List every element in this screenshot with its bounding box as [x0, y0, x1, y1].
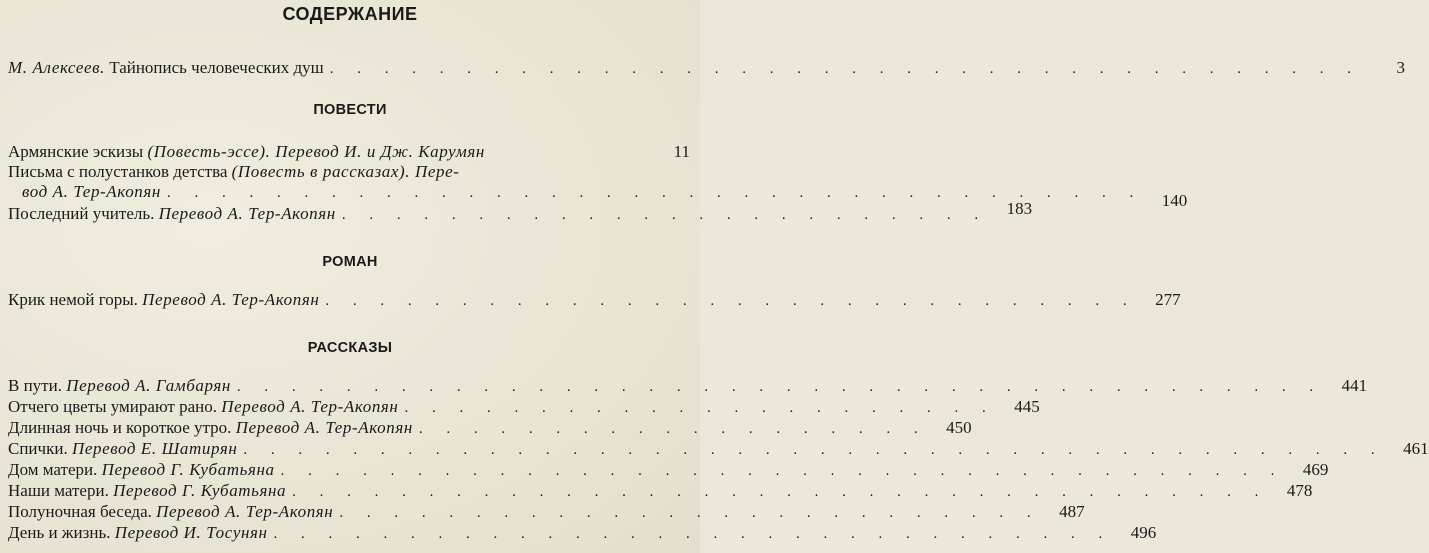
- dot-leader: . . . . . . . . . . . . . . . . . . . . . . . . . . . . . . . . . . . . .: [280, 463, 1285, 479]
- toc-entry-page: 183: [1006, 199, 1033, 218]
- toc-entry-page: 487: [1059, 502, 1085, 521]
- toc-entry-page: 445: [1014, 397, 1040, 416]
- toc-entry-title: Полуночная беседа.: [8, 502, 152, 521]
- toc-entry[interactable]: [8, 439, 1429, 459]
- toc-entry-translation: Перевод И. Тосунян: [114, 523, 268, 542]
- toc-entry-title: Наши матери.: [8, 481, 109, 500]
- toc-entry-title: Армянские эскизы: [8, 142, 144, 161]
- toc-entry-title: День и жизнь.: [8, 523, 111, 542]
- dot-leader: . . . . . . . . . . . . . . . . . . . . . . . . . . . . . . . . . . . .: [292, 484, 1269, 500]
- toc-entry-page: 441: [1341, 376, 1368, 395]
- toc-entry-title: Дом матери.: [8, 460, 98, 479]
- toc-entry[interactable]: [8, 290, 1181, 310]
- toc-entry[interactable]: [8, 481, 1313, 501]
- toc-entry-page: 461: [1403, 439, 1429, 458]
- toc-entry-title: Отчего цветы умирают рано.: [8, 397, 217, 416]
- toc-entry[interactable]: [8, 418, 972, 438]
- toc-entry[interactable]: [8, 523, 1157, 543]
- dot-leader: . . . . . . . . . . . . . . . . . . . . . . . . . . . . . . . . . . . .: [166, 185, 1144, 201]
- toc-entry-author: М. Алексеев.: [8, 58, 105, 77]
- toc-entry[interactable]: [8, 460, 1329, 480]
- toc-entry-title: Письма с полустанков детства: [8, 162, 228, 181]
- dot-leader: . . . . . . . . . . . . . . . . . . . . . .: [404, 400, 996, 416]
- toc-entry[interactable]: [8, 397, 1040, 417]
- toc-entry-title: Тайнопись человеческих душ: [109, 58, 324, 77]
- toc-entry[interactable]: [8, 502, 1085, 522]
- toc-entry-translation: Перевод Е. Шатирян: [71, 439, 238, 458]
- toc-entry-page: 450: [946, 418, 972, 437]
- toc-entry-page: 140: [1161, 191, 1188, 210]
- toc-entry-translation: Перевод А. Тер-Акопян: [156, 502, 334, 521]
- toc-entry[interactable]: [8, 162, 690, 182]
- toc-entry[interactable]: [8, 376, 1368, 396]
- toc-entry-translation: Перевод А. Тер-Акопян: [235, 418, 413, 437]
- toc-entry-title: Спички.: [8, 439, 68, 458]
- toc-entry-intro[interactable]: [8, 58, 1405, 78]
- toc-entry-title: В пути.: [8, 376, 62, 395]
- toc-entry-page: 3: [1396, 58, 1405, 77]
- toc-entry-title: Крик немой горы.: [8, 290, 138, 309]
- toc-entry-title: Последний учитель.: [8, 204, 155, 223]
- dot-leader: . . . . . . . . . . . . . . . . . . . . . . . . . . . . . .: [325, 293, 1137, 309]
- page-title: СОДЕРЖАНИЕ: [282, 4, 418, 24]
- toc-entry-page: 478: [1286, 481, 1313, 500]
- toc-entry-title: Длинная ночь и короткое утро.: [8, 418, 232, 437]
- toc-entry-translation: (Повесть-эссе). Перевод И. и Дж. Карумян: [147, 142, 485, 161]
- toc-entry-translation: Перевод А. Тер-Акопян: [221, 397, 399, 416]
- section-heading-povesti: ПОВЕСТИ: [313, 102, 387, 118]
- toc-entry-page: 277: [1155, 290, 1181, 309]
- toc-entry-translation: Перевод А. Гамбарян: [66, 376, 231, 395]
- toc-entry-translation: Перевод Г. Кубатьяна: [101, 460, 275, 479]
- dot-leader: . . . . . . . . . . . . . . . . . . . . . . . . . . . . . . . . . . . . . .: [329, 61, 1361, 77]
- dot-leader: . . . . . . . . . . . . . . . . . . .: [418, 421, 928, 437]
- toc-entry-page: 496: [1130, 523, 1157, 542]
- toc-entry-translation: Перевод А. Тер-Акопян: [142, 290, 320, 309]
- toc-entry[interactable]: [8, 142, 690, 162]
- toc-entry-translation: вод А. Тер-Акопян: [22, 182, 161, 201]
- toc-entry-translation: Перевод А. Тер-Акопян: [158, 204, 336, 223]
- dot-leader: . . . . . . . . . . . . . . . . . . . . . . . . . .: [339, 505, 1041, 521]
- toc-entry[interactable]: [8, 199, 1033, 224]
- dot-leader: . . . . . . . . . . . . . . . . . . . . . . . .: [341, 207, 989, 223]
- dot-leader: . . . . . . . . . . . . . . . . . . . . . . . . . . . . . . . . . . . . . . . . . .: [243, 442, 1385, 458]
- section-heading-rasskazy: РАССКАЗЫ: [307, 340, 393, 356]
- toc-entry-translation: Перевод Г. Кубатьяна: [113, 481, 287, 500]
- dot-leader: . . . . . . . . . . . . . . . . . . . . . . . . . . . . . . .: [273, 526, 1113, 542]
- section-heading-roman: РОМАН: [322, 254, 378, 270]
- toc-entry-page: 469: [1302, 460, 1329, 479]
- toc-entry-translation: (Повесть в рассказах). Пере-: [231, 162, 460, 181]
- dot-leader: . . . . . . . . . . . . . . . . . . . . . . . . . . . . . . . . . . . . . . . .: [236, 379, 1324, 395]
- toc-entry-page: 11: [673, 142, 690, 161]
